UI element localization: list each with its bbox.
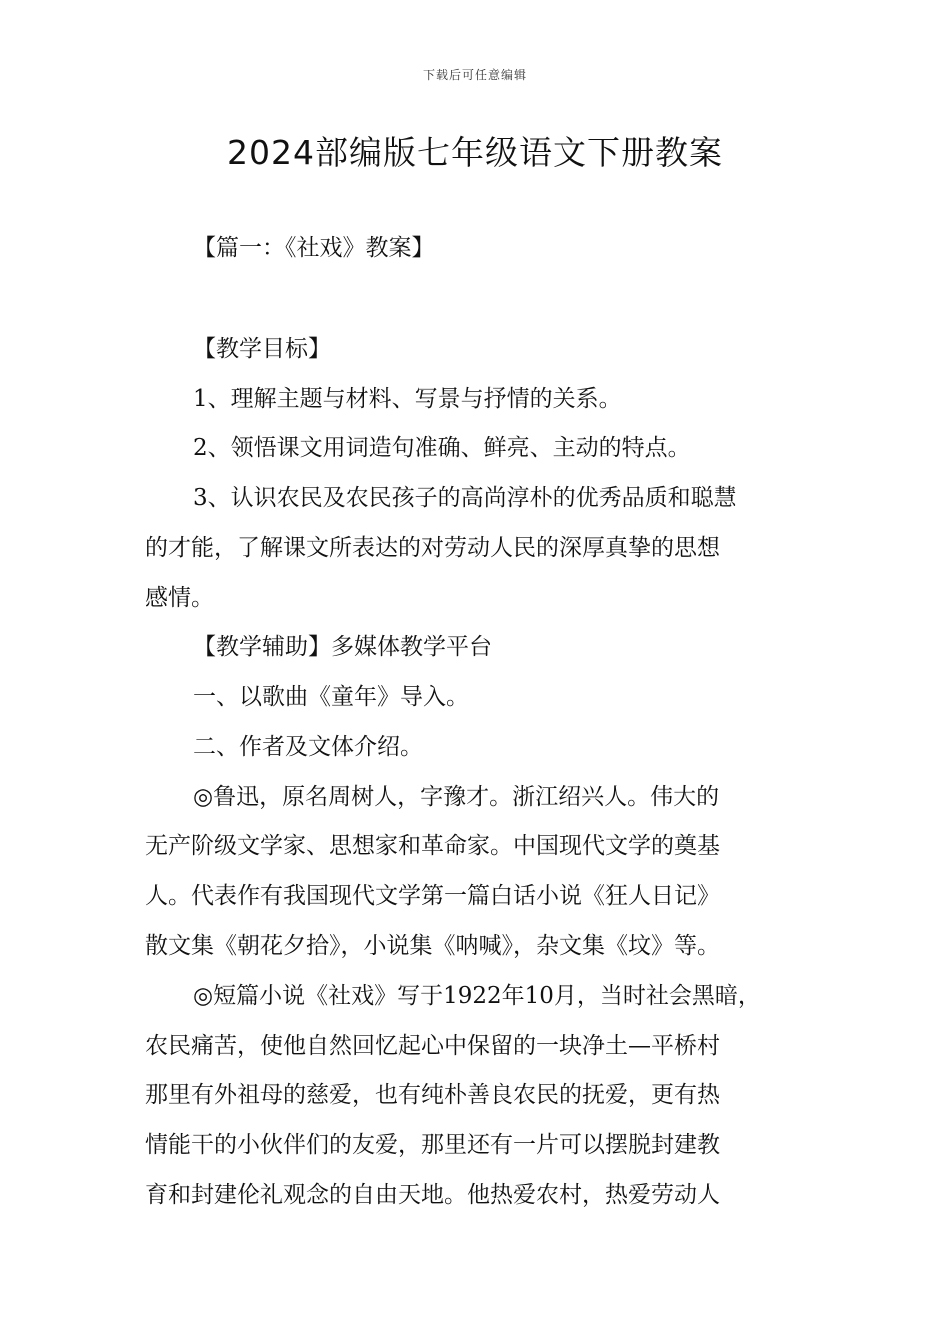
goal-3-line-3: 感情。: [145, 585, 214, 611]
goal-3-line-2: 的才能，了解课文所表达的对劳动人民的深厚真挚的思想: [145, 535, 720, 561]
story-intro-line-4: 情能干的小伙伴们的友爱，那里还有一片可以摆脱封建教: [145, 1132, 720, 1158]
author-intro-line-4: 散文集《朝花夕拾》，小说集《呐喊》，杂文集《坟》等。: [145, 933, 720, 959]
step-2: 二、作者及文体介绍。: [193, 734, 423, 760]
section-heading: 【篇一：《社戏》教案】: [193, 235, 435, 261]
author-intro-line-1: ◎鲁迅，原名周树人，字豫才。浙江绍兴人。伟大的: [193, 784, 720, 810]
goal-2: 2、领悟课文用词造句准确、鲜亮、主动的特点。: [193, 435, 691, 461]
step-1: 一、以歌曲《童年》导入。: [193, 684, 469, 710]
story-intro-line-5: 育和封建伦礼观念的自由天地。他热爱农村，热爱劳动人: [145, 1182, 720, 1208]
story-intro-line-2: 农民痛苦，使他自然回忆起心中保留的一块净土—平桥村: [145, 1033, 720, 1059]
goal-3-line-1: 3、认识农民及农民孩子的高尚淳朴的优秀品质和聪慧: [193, 485, 737, 511]
teaching-aid: 【教学辅助】多媒体教学平台: [193, 634, 492, 660]
story-intro-line-1: ◎短篇小说《社戏》写于1922年10月，当时社会黑暗，: [193, 983, 761, 1009]
page-header-note: 下载后可任意编辑: [422, 68, 527, 82]
story-intro-line-3: 那里有外祖母的慈爱，也有纯朴善良农民的抚爱，更有热: [145, 1082, 720, 1108]
author-intro-line-3: 人。代表作有我国现代文学第一篇白话小说《狂人日记》: [145, 883, 720, 909]
heading-teaching-goals: 【教学目标】: [193, 336, 331, 362]
author-intro-line-2: 无产阶级文学家、思想家和革命家。中国现代文学的奠基: [145, 833, 720, 859]
document-title: 2024部编版七年级语文下册教案: [227, 133, 723, 172]
goal-1: 1、理解主题与材料、写景与抒情的关系。: [193, 386, 622, 412]
